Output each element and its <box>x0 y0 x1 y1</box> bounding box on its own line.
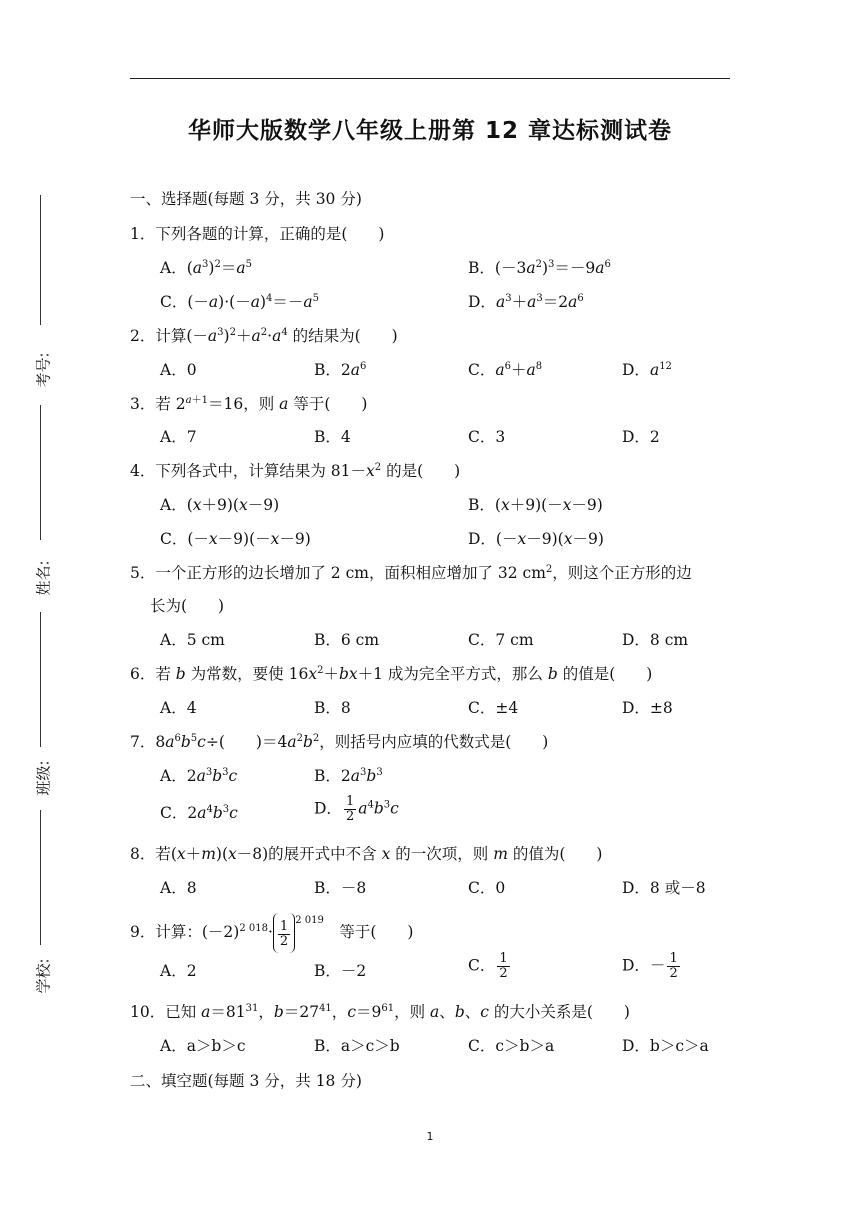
page-number: 1 <box>426 1130 434 1143</box>
q4-option-b: B．(x＋9)(－x－9) <box>468 496 603 514</box>
question-5: 5．一个正方形的边长增加了 2 cm，面积相应增加了 32 $cm^2$，则这个正方形的边 <box>130 564 692 582</box>
question-2: 2．计算$(-a^3)^2+a^2\cdot a^4$ 的结果为( ) <box>130 327 398 345</box>
binding-line <box>40 405 41 540</box>
q8-option-c: C．0 <box>468 879 506 897</box>
question-6: 6．若 b 为常数，要使 $16x^2+bx+1$ 成为完全平方式，那么 b 的值是( ) <box>130 665 653 683</box>
q3-option-a: A．7 <box>160 428 197 446</box>
q4-option-a: A．(x＋9)(x－9) <box>160 496 280 514</box>
q6-option-c: C．±4 <box>468 699 519 717</box>
question-8: 8．若(x＋m)(x－8)的展开式中不含 x 的一次项，则 m 的值为( ) <box>130 845 603 863</box>
question-5-cont: 长为( ) <box>150 597 225 615</box>
q9-option-c: C． $\frac{1}{2}$ <box>468 951 508 981</box>
section-heading: 一、选择题(每题 3 分，共 30 分) <box>130 190 362 208</box>
q1-option-b: B．$(-3a^2)^3=-9a^6$ <box>468 259 611 277</box>
q8-option-b: B．－8 <box>314 879 367 897</box>
binding-line <box>40 810 41 945</box>
q5-option-c: C．7 cm <box>468 631 534 649</box>
q3-option-c: C．3 <box>468 428 506 446</box>
q8-option-d: D．8 或－8 <box>622 879 706 897</box>
top-rule <box>130 78 730 79</box>
question-10: 10．已知 $a=81^{31}$，$b=27^{41}$，$c=9^{61}$，则 a、b、c 的大小关系是( ) <box>130 1003 630 1021</box>
q9-option-d: D．－ $\frac{1}{2}$ <box>622 951 678 981</box>
question-7: 7．$8a^6b^5c\div$( )$=4a^2b^2$，则括号内应填的代数式是( ) <box>130 733 549 751</box>
q7-option-c: C．$2a^4b^3c$ <box>160 804 238 822</box>
q10-option-d: D．b＞c＞a <box>622 1037 709 1055</box>
q6-option-d: D．±8 <box>622 699 673 717</box>
q1-option-c: C．$(-a)\cdot(-a)^4=-a^5$ <box>160 293 320 311</box>
label-school: 学校: <box>34 958 53 994</box>
q3-option-d: D．2 <box>622 428 660 446</box>
q2-option-d: D．$a^{12}$ <box>622 361 672 379</box>
q9-option-b: B．－2 <box>314 962 367 980</box>
q5-option-a: A．5 cm <box>160 631 225 649</box>
q4-option-d: D．(－x－9)(x－9) <box>468 530 604 548</box>
label-class: 班级: <box>34 760 53 796</box>
section-heading: 二、填空题(每题 3 分，共 18 分) <box>130 1072 362 1090</box>
q8-option-a: A．8 <box>160 879 197 897</box>
q6-option-a: A．4 <box>160 699 197 717</box>
q2-option-c: C．$a^6+a^8$ <box>468 361 543 379</box>
q5-option-d: D．8 cm <box>622 631 689 649</box>
label-exam-number: 考号: <box>34 352 53 388</box>
label-name: 姓名: <box>34 560 53 596</box>
question-3: 3．若 $2^{a+1}=16$，则 a 等于( ) <box>130 395 368 413</box>
question-1: 1．下列各题的计算，正确的是( ) <box>130 225 385 243</box>
q6-option-b: B．8 <box>314 699 351 717</box>
q2-option-a: A．0 <box>160 361 197 379</box>
q4-option-c: C．(－x－9)(－x－9) <box>160 530 311 548</box>
q10-option-c: C．c＞b＞a <box>468 1037 555 1055</box>
q5-option-b: B．6 cm <box>314 631 380 649</box>
q10-option-b: B．a＞c＞b <box>314 1037 400 1055</box>
binding-line <box>40 612 41 747</box>
page-title: 华师大版数学八年级上册第 12 章达标测试卷 <box>187 118 673 144</box>
q7-option-b: B．$2a^3b^3$ <box>314 767 383 785</box>
q2-option-b: B．$2a^6$ <box>314 361 367 379</box>
q9-option-a: A．2 <box>160 962 197 980</box>
question-9: 9．计算：$(-2)^{2 018}\cdot$ $\frac{1}{2}$ $^{2 019}$ 等于( ) <box>130 912 413 953</box>
q7-option-d: D． $\frac{1}{2}$ $a^4b^3c$ <box>314 794 399 824</box>
q1-option-a: A．$(a^3)^2=a^5$ <box>160 259 252 277</box>
q3-option-b: B．4 <box>314 428 351 446</box>
question-4: 4．下列各式中，计算结果为 $81-x^2$ 的是( ) <box>130 462 461 480</box>
q10-option-a: A．a＞b＞c <box>160 1037 246 1055</box>
binding-line <box>40 195 41 325</box>
q7-option-a: A．$2a^3b^3c$ <box>160 767 238 785</box>
q1-option-d: D．$a^3+a^3=2a^6$ <box>468 293 584 311</box>
